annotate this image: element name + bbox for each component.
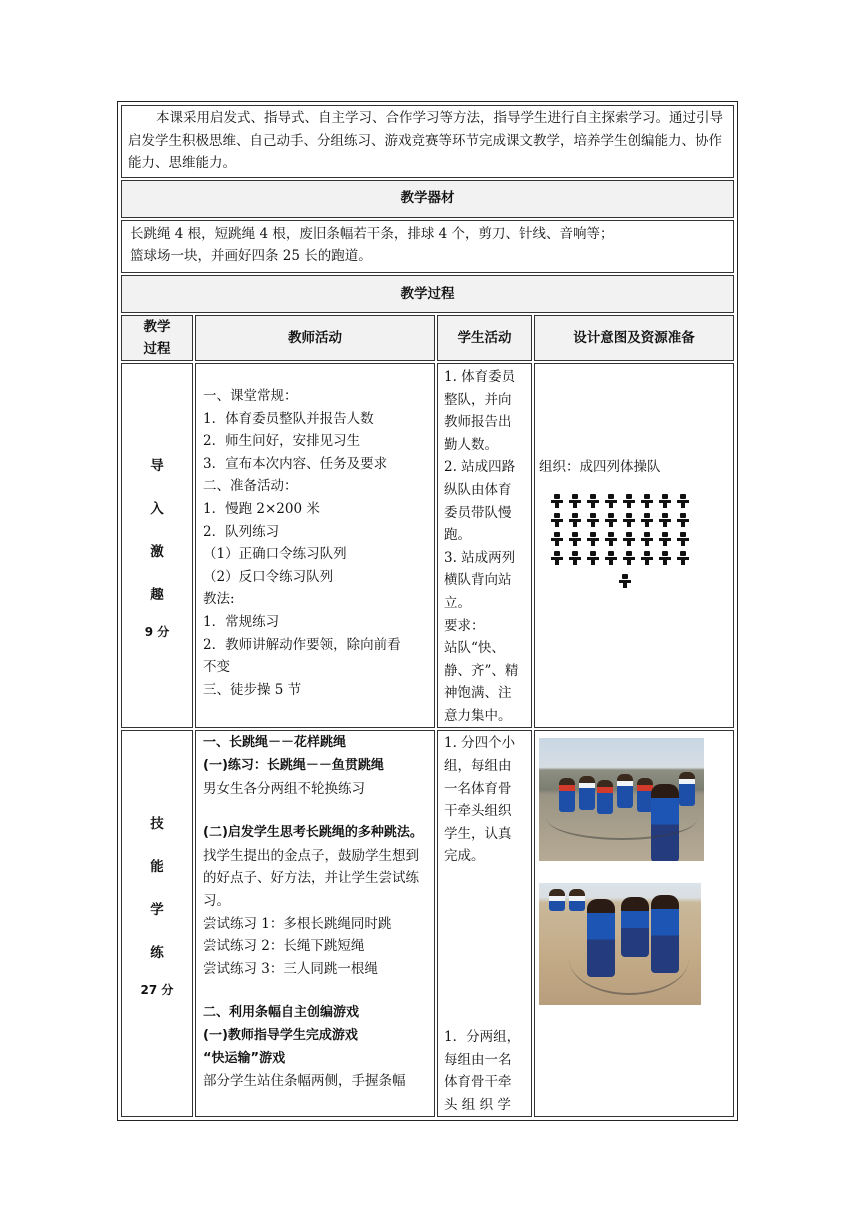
teacher-line: 2．师生问好，安排见习生 bbox=[203, 433, 361, 450]
intro-cell bbox=[121, 105, 734, 178]
person-icon bbox=[641, 532, 653, 546]
organization-label: 组织：成四列体操队 bbox=[539, 458, 661, 475]
equipment-line-2: 篮球场一块，并画好四条 25 长的跑道。 bbox=[130, 248, 372, 265]
stage-char: 导 bbox=[150, 457, 164, 474]
teacher-heading: (二)启发学生思考长跳绳的多种跳法。 bbox=[203, 825, 423, 841]
person-icon bbox=[677, 494, 689, 508]
teacher-line: 1．体育委员整队并报告人数 bbox=[203, 410, 374, 427]
person-icon bbox=[569, 532, 581, 546]
student-line: 要求： bbox=[444, 617, 485, 634]
header-stage bbox=[121, 315, 193, 361]
equipment-line-1: 长跳绳 4 根，短跳绳 4 根，废旧条幅若干条，排球 4 个，剪刀、针线、音响等； bbox=[130, 225, 614, 242]
equipment-title: 教学器材 bbox=[121, 180, 734, 218]
process-header-row bbox=[121, 315, 734, 361]
teacher-line: 尝试练习 2：长绳下跳短绳 bbox=[203, 938, 365, 955]
stage-minutes: 9 分 bbox=[144, 624, 170, 639]
person-icon bbox=[659, 551, 671, 565]
student-line: 完成。 bbox=[444, 848, 485, 865]
stage-minutes: 27 分 bbox=[140, 983, 174, 998]
teacher-line: （1）正确口令练习队列 bbox=[203, 546, 347, 563]
teacher-line: 2．教师讲解动作要领，除向前看 bbox=[203, 636, 401, 653]
teacher-line: 尝试练习 1：多根长跳绳同时跳 bbox=[203, 915, 392, 932]
person-icon bbox=[587, 532, 599, 546]
stage-char: 趣 bbox=[150, 586, 164, 603]
person-icon bbox=[551, 532, 563, 546]
teacher-heading: 一、长跳绳－－花样跳绳 bbox=[203, 735, 347, 751]
header-teacher: 教师活动 bbox=[195, 315, 435, 361]
student-line: 跑。 bbox=[444, 527, 471, 544]
student-line: 3. 站成两列 bbox=[444, 549, 516, 566]
equipment-row bbox=[121, 220, 734, 273]
student-line: 委员带队慢 bbox=[444, 504, 512, 521]
student-line: 1. 体育委员 bbox=[444, 368, 516, 385]
design-cell bbox=[534, 363, 734, 729]
student-line: 纵队由体育 bbox=[444, 481, 512, 498]
formation-leader bbox=[551, 573, 731, 595]
teacher-line: 2．队列练习 bbox=[203, 523, 280, 540]
person-icon bbox=[677, 532, 689, 546]
formation-row bbox=[551, 550, 731, 569]
student-line: 体育骨干牵 bbox=[444, 1074, 512, 1091]
person-icon bbox=[641, 513, 653, 527]
student-line: 意力集中。 bbox=[444, 707, 512, 724]
student-line: 每组由一名 bbox=[444, 1051, 512, 1068]
teacher-line: 一、课堂常规： bbox=[203, 387, 298, 404]
header-stage-line1: 教学 bbox=[143, 318, 171, 335]
person-icon bbox=[623, 494, 635, 508]
equipment-cell bbox=[121, 220, 734, 273]
teacher-line: 尝试练习 3：三人同跳一根绳 bbox=[203, 960, 378, 977]
header-student: 学生活动 bbox=[437, 315, 532, 361]
teacher-heading: (一)教师指导学生完成游戏 bbox=[203, 1028, 358, 1043]
student-line: 勤人数。 bbox=[444, 436, 498, 453]
student-line: 神饱满、注 bbox=[444, 685, 512, 702]
student-figure bbox=[569, 889, 585, 911]
teacher-heading: 二、利用条幅自主创编游戏 bbox=[203, 1005, 360, 1021]
student-line: 横队背向站 bbox=[444, 572, 512, 589]
teacher-line: 3．宣布本次内容、任务及要求 bbox=[203, 455, 388, 472]
teacher-line: 男女生各分两组不轮换练习 bbox=[203, 780, 365, 797]
student-line: 1．分两组， bbox=[444, 1029, 521, 1046]
header-stage-line2: 过程 bbox=[143, 340, 171, 357]
teacher-activity-cell bbox=[195, 363, 435, 729]
person-icon bbox=[569, 494, 581, 508]
spacer bbox=[203, 980, 430, 1002]
person-icon bbox=[623, 513, 635, 527]
student-line: 头 组 织 学 bbox=[444, 1096, 511, 1113]
table-row bbox=[121, 363, 734, 729]
formation-row bbox=[551, 493, 731, 512]
stage-char: 入 bbox=[150, 500, 164, 517]
equipment-title-row bbox=[121, 180, 734, 218]
student-line: 学生，认真 bbox=[444, 825, 512, 842]
person-icon bbox=[605, 513, 617, 527]
process-title: 教学过程 bbox=[121, 275, 734, 313]
student-activity-cell bbox=[437, 363, 532, 729]
student-line: 干牵头组织 bbox=[444, 803, 512, 820]
teacher-line: 部分学生站住条幅两侧，手握条幅 bbox=[203, 1073, 406, 1090]
teacher-person-icon bbox=[619, 574, 631, 588]
formation-diagram bbox=[551, 493, 731, 595]
person-icon bbox=[605, 551, 617, 565]
formation-row bbox=[551, 531, 731, 550]
person-icon bbox=[587, 551, 599, 565]
teacher-line: 1．常规练习 bbox=[203, 613, 280, 630]
person-icon bbox=[551, 513, 563, 527]
person-icon bbox=[641, 551, 653, 565]
spacer bbox=[203, 800, 430, 822]
person-icon bbox=[605, 494, 617, 508]
person-icon bbox=[623, 551, 635, 565]
formation-row bbox=[551, 512, 731, 531]
spacer bbox=[444, 868, 527, 1026]
student-line: 整队，并向 bbox=[444, 391, 512, 408]
student-line: 组，每组由 bbox=[444, 758, 512, 775]
student-line: 1. 分四个小 bbox=[444, 735, 516, 752]
teacher-activity-cell bbox=[195, 730, 435, 1117]
photo-long-rope-jumping bbox=[539, 738, 704, 861]
person-icon bbox=[641, 494, 653, 508]
teacher-line: 不变 bbox=[203, 659, 230, 676]
stage-char: 练 bbox=[150, 945, 164, 962]
person-icon bbox=[677, 513, 689, 527]
person-icon bbox=[659, 513, 671, 527]
person-icon bbox=[587, 513, 599, 527]
student-line: 站队“快、 bbox=[444, 640, 505, 657]
teacher-line: （2）反口令练习队列 bbox=[203, 568, 334, 585]
student-line: 2. 站成四路 bbox=[444, 459, 516, 476]
stage-cell-intro bbox=[121, 363, 193, 729]
teacher-line: 二、准备活动： bbox=[203, 478, 298, 495]
student-line: 立。 bbox=[444, 594, 471, 611]
person-icon bbox=[677, 551, 689, 565]
person-icon bbox=[587, 494, 599, 508]
stage-char: 激 bbox=[150, 543, 164, 560]
teacher-heading: “快运输”游戏 bbox=[203, 1050, 286, 1066]
rope-icon bbox=[569, 923, 689, 995]
teacher-line: 找学生提出的金点子，鼓励学生想到的好点子、好方法，并让学生尝试练习。 bbox=[203, 847, 419, 910]
design-cell bbox=[534, 730, 734, 1117]
teacher-line: 1．慢跑 2×200 米 bbox=[203, 500, 320, 517]
stage-char: 技 bbox=[150, 816, 164, 833]
student-figure bbox=[549, 889, 565, 911]
header-design: 设计意图及资源准备 bbox=[534, 315, 734, 361]
teacher-heading: (一)练习：长跳绳－－鱼贯跳绳 bbox=[203, 758, 384, 774]
stage-cell-skills bbox=[121, 730, 193, 1117]
person-icon bbox=[659, 532, 671, 546]
lesson-plan-table-frame bbox=[117, 101, 738, 1121]
lesson-plan-page bbox=[117, 101, 738, 1121]
student-line: 教师报告出 bbox=[444, 414, 512, 431]
person-icon bbox=[623, 532, 635, 546]
student-line: 静、齐”、精 bbox=[444, 662, 519, 679]
stage-char: 能 bbox=[150, 859, 164, 876]
person-icon bbox=[659, 494, 671, 508]
lesson-plan-table bbox=[119, 103, 736, 1119]
person-icon bbox=[569, 551, 581, 565]
table-row bbox=[121, 730, 734, 1117]
intro-paragraph: 本课采用启发式、指导式、自主学习、合作学习等方法，指导学生进行自主探索学习。通过引导启发学生积极思维、自己动手、分组练习、游戏竞赛等环节完成课文教学，培养学生创编能力、协作能力、思维能力。 bbox=[128, 110, 723, 172]
student-activity-cell bbox=[437, 730, 532, 1117]
process-title-row bbox=[121, 275, 734, 313]
person-icon bbox=[605, 532, 617, 546]
student-line: 一名体育骨 bbox=[444, 780, 512, 797]
person-icon bbox=[551, 551, 563, 565]
person-icon bbox=[569, 513, 581, 527]
intro-row bbox=[121, 105, 734, 178]
stage-char: 学 bbox=[150, 902, 164, 919]
teacher-line: 教法: bbox=[203, 591, 235, 608]
teacher-line: 三、徒步操 5 节 bbox=[203, 681, 302, 698]
photo-three-person-jump bbox=[539, 883, 701, 1005]
person-icon bbox=[551, 494, 563, 508]
student-figure bbox=[679, 772, 695, 806]
